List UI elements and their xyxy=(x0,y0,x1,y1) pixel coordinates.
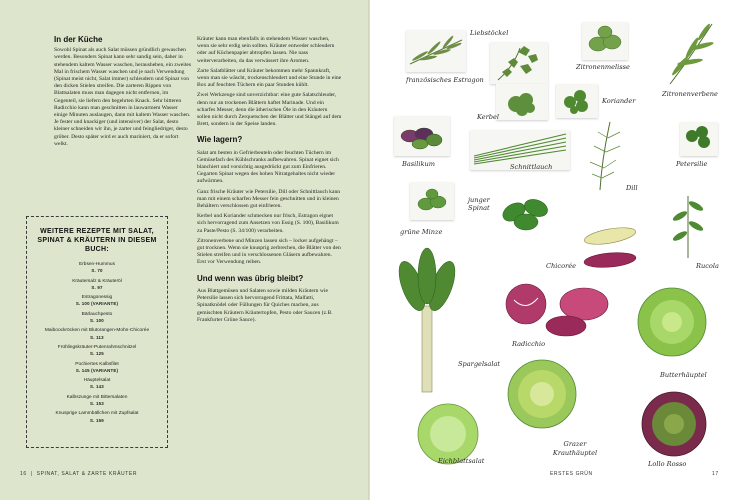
left-page xyxy=(0,0,370,500)
label-zitronenverbene: Zitronenverbene xyxy=(662,90,718,98)
zitronenverbene-illustration xyxy=(660,18,720,88)
recipe-item xyxy=(27,295,167,308)
recipe-name: Häuptelsalat xyxy=(83,378,111,384)
vegetable-spargelsalat xyxy=(392,246,462,401)
recipe-item xyxy=(27,411,167,424)
chicoree-illustration xyxy=(580,224,640,272)
paragraph: Sowohl Spinat als auch Salat müssen gründlich gewaschen werden. Besonders Spinat kann sehr sandig sein, daher in stehendem kaltem Wasser waschen, herausheben, ein zweites Mal in frischem Wasser waschen und je nach Verwendung (Spinat meist nicht, Salat immer) schleudern und Spinat von den dicken Stielen streifen. Die zarteren Rippen von Blattsalaten muss man dagegen nicht entfernen, im Gegenteil, sie liefern den begehrten Knack. Sehr bitteren Radicchio kann man geschnitten in lauwarmem Wasser einige Minuten auslaugen, dann mit kaltem Wasser waschen. Je fester und knackiger (und intensiver) der Salat, desto kleiner schneiden wir ihn, je zarter und feingliedriger, desto gröber. Desto später wird er auch mariniert, da er sofort welkt. xyxy=(54,47,192,147)
heading-uebrig-bleibt: Und wenn was übrig bleibt? xyxy=(197,273,304,283)
recipe-page: S. 159 xyxy=(90,417,104,423)
vegetable-lollo-rosso xyxy=(632,388,716,463)
spargelsalat-illustration xyxy=(392,246,462,396)
label-liebstoeckel: Liebstöckel xyxy=(470,29,509,37)
recipe-item xyxy=(27,345,167,358)
butterhaeuptel-illustration xyxy=(632,284,712,358)
label-rucola: Rucola xyxy=(696,262,719,270)
vegetable-radicchio xyxy=(500,282,610,347)
more-recipes-title: WEITERE REZEPTE MIT SALAT, SPINAT & KRÄUTERN IN DIESEM BUCH: xyxy=(37,228,157,253)
text-column-right xyxy=(197,36,342,327)
herb-card-zitronenmelisse xyxy=(582,22,628,60)
herb-card-petersilie xyxy=(680,122,718,156)
more-recipes-box xyxy=(26,216,168,448)
label-basilikum: Basilikum xyxy=(402,160,435,168)
label-junger-spinat: junger Spinat xyxy=(468,196,490,212)
label-schnittlauch: Schnittlauch xyxy=(510,163,553,171)
paragraph: Ganz frische Kräuter wie Petersilie, Dill oder Schnittlauch kann man mit einem scharfen Messer fein geschnitten und in kleinen Behältern verschlossen gut einfrieren. xyxy=(197,188,341,210)
zitronenmelisse-illustration xyxy=(582,22,628,60)
herb-card-minze xyxy=(410,182,454,220)
label-kerbel: Kerbel xyxy=(477,113,500,121)
recipe-page: S. 100 xyxy=(90,318,104,324)
recipe-name: Kräutersalz & Kräuteröl xyxy=(72,278,122,284)
recipe-name: Erbsen-Hummus xyxy=(79,262,115,267)
basilikum-illustration xyxy=(394,116,450,156)
recipe-list xyxy=(27,262,167,424)
page-number: 16 xyxy=(20,471,27,477)
recipe-page: S. 97 xyxy=(91,284,103,290)
paragraph: Kräuter kann man ebenfalls in stehendem Wasser waschen, wenn sie sehr erdig sein sollten. Kräuter entweder schleudern oder auf Küchenpapier abtropfen lassen. Nie nass weiterverarbeiten, da das verwässert ihre Aromen. xyxy=(197,36,335,64)
label-radicchio: Radicchio xyxy=(512,340,546,348)
right-page-number: 17 xyxy=(712,471,719,477)
koriander-illustration xyxy=(556,84,598,118)
recipe-page: S. 100 (VARIANTE) xyxy=(75,301,119,307)
dill-illustration xyxy=(580,118,630,192)
recipe-name: Maiboockröcken mit Blutorangen-Mohn-Chicorée xyxy=(44,328,150,334)
recipe-name: Bärlauchpesto xyxy=(81,311,113,317)
paragraph: Zwei Werkzeuge sind unverzichtbar: eine gute Salatschleuder, denn nur an trockenen Blättern haftet Marinade. Und ein scharfes Messer, denn die ätherischen Öle in den Kräutern sollen nicht durch Zerquetschen der Blätter und Stängel auf dem Brett, sondern in der Speise landen. xyxy=(197,92,342,128)
recipe-name: Knusprige Lammbällchen mit Zupfsalat xyxy=(55,411,139,417)
label-zitronenmelisse: Zitronenmelisse xyxy=(576,63,630,71)
herb-dill xyxy=(580,118,630,197)
recipe-name: Frühlingskräuter-Putenrahmschnitzel xyxy=(57,344,137,350)
section-title: SPINAT, SALAT & ZARTE KRÄUTER xyxy=(36,471,138,477)
vegetable-grazer-krauthaeuptel xyxy=(502,356,582,437)
recipe-page: S. 113 xyxy=(90,334,104,340)
vegetable-chicoree xyxy=(580,224,640,277)
recipe-item xyxy=(27,262,167,275)
herb-rucola xyxy=(668,186,708,265)
rucola-illustration xyxy=(668,186,708,260)
text-column-left xyxy=(54,36,192,151)
heading-wie-lagern: Wie lagern? xyxy=(197,135,243,145)
recipe-page: S. 145 (VARIANTE) xyxy=(75,367,119,373)
label-butterhaeuptel: Butterhäuptel xyxy=(660,371,707,379)
herb-card-kerbel xyxy=(496,84,548,120)
herb-card-estragon xyxy=(406,30,466,72)
estragon-illustration xyxy=(406,30,466,72)
left-footer xyxy=(20,471,137,477)
spinat-illustration xyxy=(496,188,562,240)
right-page xyxy=(370,0,741,500)
recipe-page: S. 143 xyxy=(90,384,104,390)
recipe-item xyxy=(27,395,167,408)
recipe-name: Pochiertes Kalbsfilet xyxy=(75,361,119,367)
label-dill: Dill xyxy=(626,184,638,192)
recipe-item xyxy=(27,328,167,341)
grazer-krauthaeuptel-illustration xyxy=(502,356,582,432)
label-koriander: Koriander xyxy=(602,97,636,105)
recipe-item xyxy=(27,279,167,292)
recipe-item xyxy=(27,362,167,375)
vegetable-spinat xyxy=(496,188,562,245)
petersilie-illustration xyxy=(680,122,718,156)
label-petersilie: Petersilie xyxy=(676,160,708,168)
recipe-page: S. 125 xyxy=(90,351,104,357)
paragraph: Aus Blattgemüsen und Salaten sowie milden Kräutern wie Petersilie lassen sich hervorragend Frittata, Malfatti, Spinatknödel oder Füllungen für Quiches machen, aus gemischten Kräutern Kräutertopfen, Pesto oder Saucen (z.B. Frankfurter Grüne Sauce). xyxy=(197,287,333,323)
paragraph: Zarte Salatblätter und Kräuter bekommen mehr Spannkraft, wenn man sie wäscht, trockenschleudert und eine Stunde in eine Box auf feuchten Tüchern ein paar Stunden kühlt. xyxy=(197,67,342,89)
label-spargelsalat: Spargelsalat xyxy=(458,360,501,368)
radicchio-illustration xyxy=(500,282,610,342)
paragraph: Salat am besten in Gefrierbeuteln oder feuchten Tüchern im Gemüsefach des Kühlschranks aufbewahren. Spinat eignet sich blanchiert und vorsichtig ausgedrückt gut zum Einfrieren. Gegarten Spinat wegen des hohen Nitratgehaltes nicht wieder aufwärmen. xyxy=(197,149,339,185)
recipe-page: S. 153 xyxy=(90,401,104,407)
herb-zitronenverbene xyxy=(660,18,720,93)
herb-card-liebstoeckel xyxy=(490,42,548,84)
footer-separator: | xyxy=(30,471,33,477)
recipe-name: Estragonessig xyxy=(81,295,113,301)
heading-in-der-kueche: In der Küche xyxy=(54,35,103,44)
label-gruene-minze: grüne Minze xyxy=(400,228,443,236)
liebstoeckel-illustration xyxy=(490,42,548,84)
paragraph: Kerbel und Koriander schmecken nur frisch, Estragon eignet sich hervorragend zum Ansetzen von Essig (S. 100), Basilikum zu Paste/Pesto (S. 34/100) verarbeiten. xyxy=(197,213,339,234)
paragraph: Zitronenverbene und Minzen lassen sich – locker aufgehängt – gut trocknen. Wenn sie knusprig zerbrechen, die Blätter von den Stielen streifen und in verschlossenen Gläsern aufbewahren. Erst vor Verwendung reiben. xyxy=(197,237,341,266)
label-estragon: französisches Estragon xyxy=(406,76,484,84)
lollo-rosso-illustration xyxy=(632,388,716,458)
kerbel-illustration xyxy=(496,84,548,120)
herb-card-basilikum xyxy=(394,116,450,156)
minze-illustration xyxy=(410,182,454,220)
recipe-item xyxy=(27,378,167,391)
herb-card-koriander xyxy=(556,84,598,118)
label-grazer-krauthaeuptel: Grazer Krauthäuptel xyxy=(552,440,598,457)
right-footer-chapter: ERSTES GRÜN xyxy=(550,471,593,477)
recipe-name: Kalbszunge mit Bittersalaten xyxy=(66,394,128,400)
vegetable-butterhaeuptel xyxy=(632,284,712,363)
recipe-page: S. 70 xyxy=(91,268,103,274)
recipe-item xyxy=(27,312,167,325)
label-eichblattsalat: Eichblattsalat xyxy=(438,457,485,465)
label-lollo-rosso: Lollo Rosso xyxy=(648,460,687,468)
label-chicoree: Chicorée xyxy=(546,262,577,270)
